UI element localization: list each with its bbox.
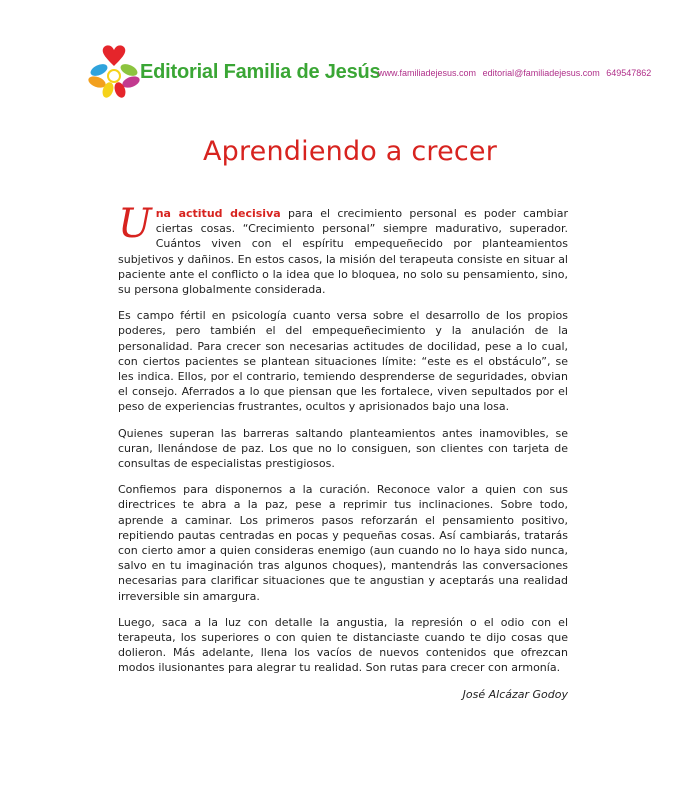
website-link[interactable]: www.familiadejesus.com [378, 68, 477, 78]
paragraph-3: Quienes superan las barreras saltando planteamientos antes inamovibles, se curan, llenándose de paz. Los que no lo consiguen, son clientes con tarjeta de consultas de especialistas prestigiosos. [118, 426, 568, 471]
paragraph-2: Es campo fértil en psicología cuanto versa sobre el desarrollo de los propios poderes, pero también el del empequeñecimiento y la anulación de la personalidad. Para crecer son necesarias actitudes de docilidad, pese a lo cual, con ciertos pacientes se plantean situaciones límite: “este es el obstáculo”, se les indica. Ellos, por el contrario, temiendo desprenderse de seguridades, obvian el consejo. Aferrados a lo que piensan que les fortalece, viven sepultados por el peso de experiencias frustrantes, ocultos y aprisionados bajo una losa. [118, 309, 568, 414]
paragraph-4: Confiemos para disponernos a la curación. Reconoce valor a quien con sus directrices te abra a la paz, pese a reprimir tus inclinaciones. Sobre todo, aprende a caminar. Los primeros pasos reforzarán el pensamiento positivo, repitiendo pautas centradas en pocas y pequeñas cosas. Así cambiarás, tratarás con cierto amor a quien consideras enemigo (aun cuando no lo haya sido nunca, salvo en tu imaginación tras algunos choques), mantendrás las conversaciones necesarias para clarificar situaciones que te angustian y aceptarás una realidad irreversible sin amargura. [118, 483, 568, 603]
article-title: Aprendiendo a crecer [202, 136, 498, 167]
drop-cap: U [118, 201, 152, 247]
author-signature: José Alcázar Godoy [462, 687, 568, 701]
article-body [118, 201, 568, 702]
family-logo-icon [88, 44, 140, 100]
paragraph-1 [118, 201, 568, 297]
publisher-name: Editorial Familia de Jesús [140, 61, 381, 83]
email-link[interactable]: editorial@familiadejesus.com [482, 68, 600, 78]
paragraph-1-text: para el crecimiento personal es poder cambiar ciertas cosas. “Crecimiento personal” siempre madurativo, superador. Cuántos viven con el espíritu empequeñecido por planteamientos subjetivos y dañinos. En estos casos, la misión del terapeuta consiste en situar al paciente ante el conflicto o la idea que lo bloquea, no solo su pensamiento, sino, su persona globalmente considerada. [118, 207, 568, 297]
paragraph-5: Luego, saca a la luz con detalle la angustia, la represión o el odio con el terapeuta, los superiores o con quien te distanciaste cuando te dijo cosas que dolieron. Más adelante, llena los vacíos de nuevos contenidos que ofrezcan modos ilusionantes para alegrar tu realidad. Son rutas para crecer con armonía. [118, 615, 568, 675]
contact-line [378, 68, 655, 78]
phone-number: 649547862 [606, 68, 652, 78]
page-header [88, 44, 652, 100]
lead-phrase: na actitud decisiva [155, 207, 281, 220]
